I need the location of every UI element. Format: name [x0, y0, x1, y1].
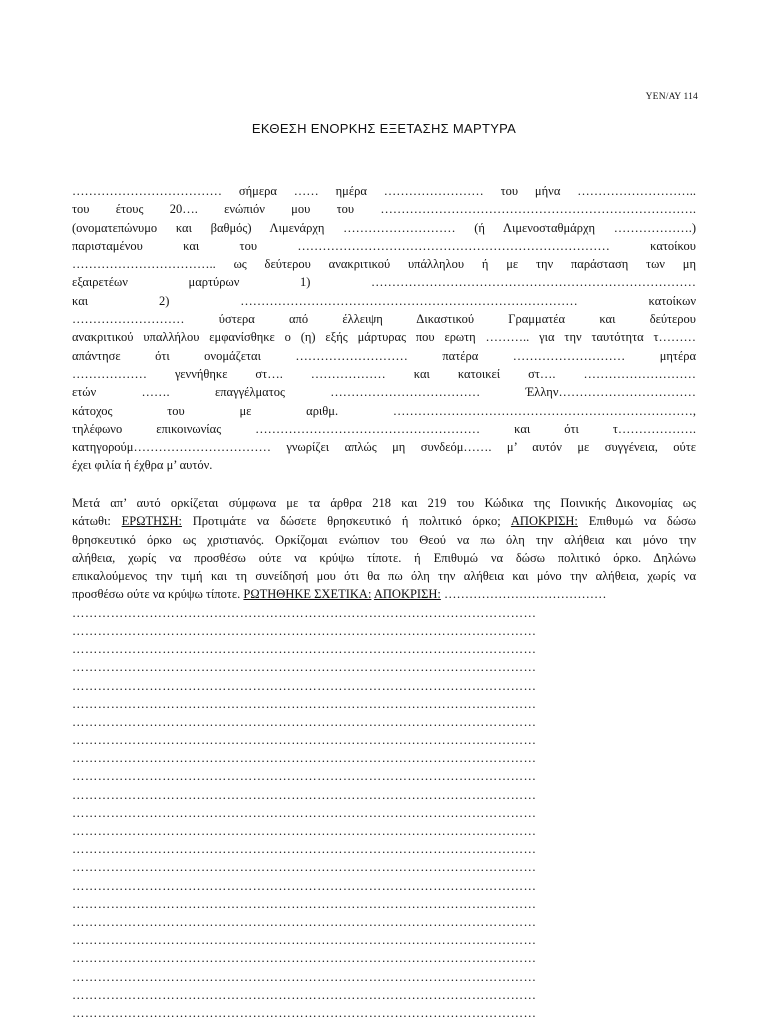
answer-dotted-line: ……………………………………………………………………………………………… — [72, 623, 537, 638]
intro-line: κάτοχος του με αριθμ. ………………………………………………………………, — [72, 403, 696, 418]
intro-line: έχει φιλία ή έχθρα μ’ αυτόν. — [72, 458, 213, 473]
oath-line: επικαλούμενος την τιμή και τη συνείδησή μου ότι θα πω όλη την αλήθεια και μόνο την αλήθεια, χωρίς να — [72, 569, 696, 584]
answer-dotted-line: ……………………………………………………………………………………………… — [72, 678, 537, 693]
intro-line: ανακριτικού υπαλλήλου εμφανίσθηκε ο (η) εξής μάρτυρας που ερωτη ……….. για την ταυτότητα τ……… — [72, 330, 696, 345]
answer-dotted-line: ……………………………………………………………………………………………… — [72, 805, 537, 820]
intro-line: και 2) ……………………………………………………………………… κατοίκων — [72, 293, 696, 308]
answer-dotted-line: ……………………………………………………………………………………………… — [72, 860, 537, 875]
oath-line — [72, 512, 696, 530]
answer-dotted-line: ……………………………………………………………………………………………… — [72, 842, 537, 857]
intro-line: εξαιρετέων μαρτύρων 1) …………………………………………………………………… — [72, 275, 696, 290]
answer-dotted-line: ……………………………………………………………………………………………… — [72, 824, 537, 839]
answer-label: ΑΠΟΚΡΙΣΗ: — [373, 587, 441, 602]
answer-dotted-line: ……………………………………………………………………………………………… — [72, 733, 537, 748]
answer-dotted-line: ……………………………………………………………………………………………… — [72, 1005, 537, 1020]
answer-dotted-line: ……………………………………………………………………………………………… — [72, 714, 537, 729]
oath-line: αλήθεια, χωρίς να προσθέσω ούτε να κρύψω τίποτε. ή Επιθυμώ να δώσω πολιτικό όρκο. Δηλώνω — [72, 550, 696, 565]
answer-dotted-line: ……………………………………………………………………………………………… — [72, 987, 537, 1002]
question-label: ΕΡΩΤΗΣΗ: — [121, 514, 182, 529]
witness-details-section — [72, 182, 696, 475]
form-code: ΥΕΝ/ΑΥ 114 — [645, 92, 698, 102]
intro-line: ……………… γεννήθηκε στ…. ……………… και κατοικεί στ…. ……………………… — [72, 366, 696, 381]
document-title: ΕΚΘΕΣΗ ΕΝΟΡΚΗΣ ΕΞΕΤΑΣΗΣ ΜΑΡΤΥΡΑ — [251, 121, 517, 136]
oath-line — [72, 585, 696, 603]
oath-text: ………………………………… — [443, 587, 607, 602]
oath-text: Προτιμάτε να δώσετε θρησκευτικό ή πολιτικό όρκο; — [192, 514, 501, 529]
answer-dotted-line: ……………………………………………………………………………………………… — [72, 933, 537, 948]
intro-line: παρισταμένου και του ………………………………………………………………… κατοίκου — [72, 238, 696, 253]
oath-text: Επιθυμώ να δώσω — [588, 514, 696, 529]
intro-line: του έτους 20…. ενώπιόν μου του …………………………………………………………………. — [72, 202, 696, 217]
oath-text: προσθέσω ούτε να κρύψω τίποτε. — [72, 587, 241, 602]
intro-line: ετών ……. επαγγέλματος ……………………………… Έλλην…………………………… — [72, 385, 696, 400]
answer-dotted-line: ……………………………………………………………………………………………… — [72, 951, 537, 966]
oath-line: Μετά απ’ αυτό ορκίζεται σύμφωνα με τα άρθρα 218 και 219 του Κώδικα της Ποινικής Δικονομίας ως — [72, 496, 696, 510]
answer-dotted-line: ……………………………………………………………………………………………… — [72, 787, 537, 802]
answer-label: ΑΠΟΚΡΙΣΗ: — [510, 514, 578, 529]
intro-line: τηλέφωνο επικοινωνίας ……………………………………………… και ότι τ………………. — [72, 421, 696, 436]
oath-section — [72, 494, 696, 1022]
intro-line: ……………………… ύστερα από έλλειψη Δικαστικού Γραμματέα και δεύτερου — [72, 312, 696, 327]
intro-line: …………………………….. ως δεύτερου ανακριτικού υπάλληλου ή με την παράσταση των μη — [72, 257, 696, 272]
intro-line: (ονοματεπώνυμο και βαθμός) Λιμενάρχη ……………………… (ή Λιμενοσταθμάρχη ……………….) — [72, 220, 696, 235]
answer-dotted-line: ……………………………………………………………………………………………… — [72, 914, 537, 929]
answer-dotted-line: ……………………………………………………………………………………………… — [72, 969, 537, 984]
answer-dotted-line: ……………………………………………………………………………………………… — [72, 878, 537, 893]
intro-line: ……………………………… σήμερα …… ημέρα …………………… του μήνα ……………………….. — [72, 184, 696, 198]
answer-dotted-line: ……………………………………………………………………………………………… — [72, 605, 537, 620]
asked-label: ΡΩΤΗΘΗΚΕ ΣΧΕΤΙΚΑ: — [243, 587, 372, 602]
answer-dotted-line: ……………………………………………………………………………………………… — [72, 660, 537, 675]
oath-line: θρησκευτικό όρκο ως χριστιανός. Ορκίζομαι ενώπιον του Θεού να πω όλη την αλήθεια και μόνο την — [72, 532, 696, 547]
answer-dotted-line: ……………………………………………………………………………………………… — [72, 642, 537, 657]
intro-line: κατηγορούμ…………………………… γνωρίζει απλώς μη συνδεόμ……. μ’ αυτόν με συγγένεια, ούτε — [72, 440, 696, 455]
answer-dotted-line: ……………………………………………………………………………………………… — [72, 896, 537, 911]
answer-dotted-line: ……………………………………………………………………………………………… — [72, 696, 537, 711]
answer-dotted-line: ……………………………………………………………………………………………… — [72, 751, 537, 766]
intro-line: απάντησε ότι ονομάζεται ……………………… πατέρα ……………………… μητέρα — [72, 348, 696, 363]
oath-text: κάτωθι: — [72, 514, 111, 529]
answer-dotted-line: ……………………………………………………………………………………………… — [72, 769, 537, 784]
